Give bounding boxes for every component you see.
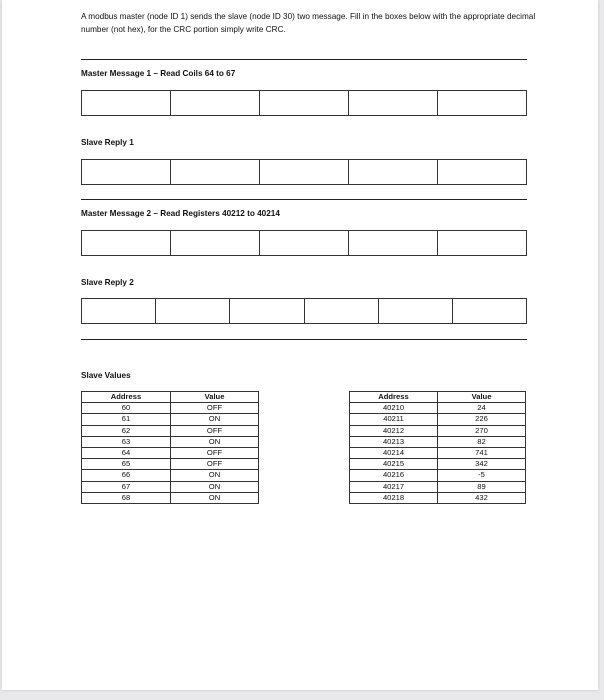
answer-box[interactable] <box>230 299 304 323</box>
address-cell: 62 <box>82 425 171 436</box>
value-cell: 89 <box>438 481 526 492</box>
divider-line <box>81 339 527 340</box>
master-message-2-boxes <box>81 230 527 256</box>
address-cell: 61 <box>82 414 171 425</box>
document-page <box>2 0 598 690</box>
answer-box[interactable] <box>82 299 156 323</box>
table-row <box>82 447 259 458</box>
table-row <box>82 414 259 425</box>
answer-box[interactable] <box>349 160 438 184</box>
value-cell: 24 <box>438 403 526 414</box>
table-row <box>82 470 259 481</box>
column-header-value: Value <box>438 392 526 403</box>
address-cell: 40213 <box>350 436 438 447</box>
address-cell: 60 <box>82 403 171 414</box>
table-row <box>350 403 526 414</box>
instructions-text: A modbus master (node ID 1) sends the slave (node ID 30) two message. Fill in the boxes below with the appropriate decimal number (not hex), for the CRC portion simply write CRC. <box>81 12 536 34</box>
slave-values-label: Slave Values <box>81 371 131 380</box>
answer-box[interactable] <box>171 91 260 115</box>
address-cell: 40217 <box>350 481 438 492</box>
master-message-1-label: Master Message 1 – Read Coils 64 to 67 <box>81 69 236 78</box>
answer-box[interactable] <box>156 299 230 323</box>
table-row <box>82 481 259 492</box>
slave-reply-2-label: Slave Reply 2 <box>81 278 134 287</box>
address-cell: 66 <box>82 470 171 481</box>
answer-box[interactable] <box>260 160 349 184</box>
master-message-2-label: Master Message 2 – Read Registers 40212 to 40214 <box>81 209 280 218</box>
address-cell: 40215 <box>350 459 438 470</box>
value-cell: 270 <box>438 425 526 436</box>
table-row <box>82 425 259 436</box>
address-cell: 40211 <box>350 414 438 425</box>
column-header-value: Value <box>171 392 259 403</box>
value-cell: 342 <box>438 459 526 470</box>
address-cell: 40214 <box>350 447 438 458</box>
column-header-address: Address <box>350 392 438 403</box>
address-cell: 63 <box>82 436 171 447</box>
address-cell: 64 <box>82 447 171 458</box>
value-cell: 82 <box>438 436 526 447</box>
value-cell: ON <box>171 481 259 492</box>
table-row <box>350 447 526 458</box>
value-cell: ON <box>171 414 259 425</box>
answer-box[interactable] <box>82 160 171 184</box>
answer-box[interactable] <box>438 91 526 115</box>
answer-box[interactable] <box>438 231 526 255</box>
divider-line <box>81 199 527 200</box>
address-cell: 40210 <box>350 403 438 414</box>
table-row <box>350 481 526 492</box>
table-row <box>82 403 259 414</box>
value-cell: OFF <box>171 459 259 470</box>
address-cell: 40216 <box>350 470 438 481</box>
answer-box[interactable] <box>305 299 379 323</box>
address-cell: 40212 <box>350 425 438 436</box>
answer-box[interactable] <box>260 91 349 115</box>
slave-reply-2-boxes <box>81 298 527 324</box>
answer-box[interactable] <box>171 231 260 255</box>
answer-box[interactable] <box>438 160 526 184</box>
answer-box[interactable] <box>453 299 526 323</box>
table-row <box>82 459 259 470</box>
table-row <box>350 414 526 425</box>
divider-line <box>81 59 527 60</box>
answer-box[interactable] <box>171 160 260 184</box>
address-cell: 40218 <box>350 492 438 503</box>
value-cell: 741 <box>438 447 526 458</box>
table-row <box>350 492 526 503</box>
value-cell: ON <box>171 492 259 503</box>
value-cell: 226 <box>438 414 526 425</box>
answer-box[interactable] <box>82 231 171 255</box>
address-cell: 68 <box>82 492 171 503</box>
answer-box[interactable] <box>349 231 438 255</box>
table-row <box>82 436 259 447</box>
address-cell: 65 <box>82 459 171 470</box>
coil-values-table <box>81 391 259 504</box>
answer-box[interactable] <box>260 231 349 255</box>
table-row <box>350 425 526 436</box>
table-row <box>82 492 259 503</box>
slave-reply-1-label: Slave Reply 1 <box>81 138 134 147</box>
slave-reply-1-boxes <box>81 159 527 185</box>
value-cell: OFF <box>171 447 259 458</box>
value-cell: OFF <box>171 425 259 436</box>
value-cell: ON <box>171 470 259 481</box>
table-row <box>350 436 526 447</box>
answer-box[interactable] <box>349 91 438 115</box>
register-values-table <box>349 391 526 504</box>
answer-box[interactable] <box>82 91 171 115</box>
value-cell: -5 <box>438 470 526 481</box>
master-message-1-boxes <box>81 90 527 116</box>
value-cell: OFF <box>171 403 259 414</box>
address-cell: 67 <box>82 481 171 492</box>
column-header-address: Address <box>82 392 171 403</box>
table-row <box>350 459 526 470</box>
table-row <box>350 470 526 481</box>
answer-box[interactable] <box>379 299 453 323</box>
value-cell: 432 <box>438 492 526 503</box>
value-cell: ON <box>171 436 259 447</box>
